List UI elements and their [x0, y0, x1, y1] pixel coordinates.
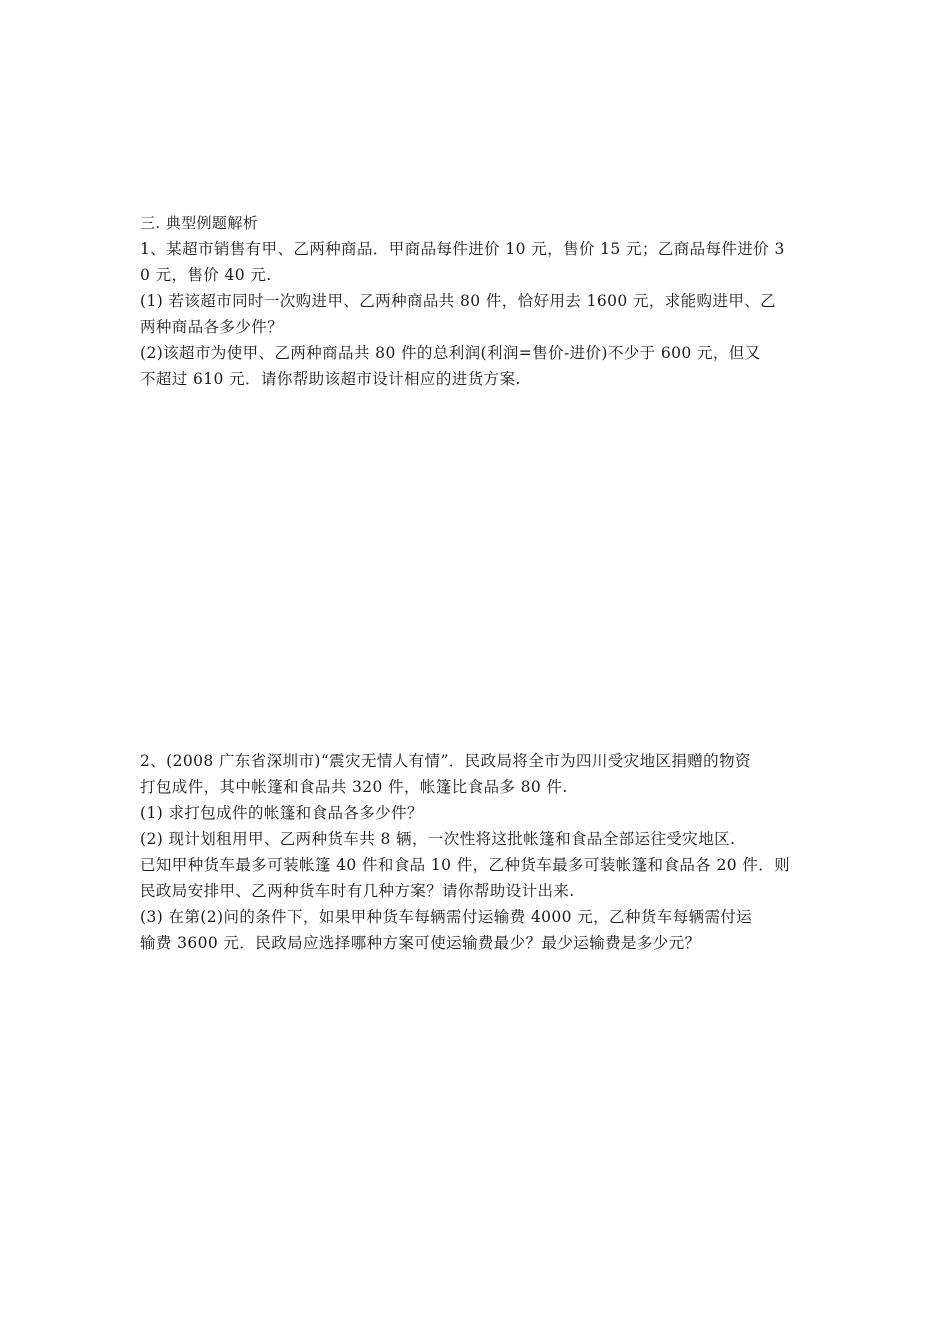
problem-2-line: 2、(2008 广东省深圳市)“震灾无情人有情”．民政局将全市为四川受灾地区捐赠的物资 [140, 752, 751, 770]
problem-1-line: (2)该超市为使甲、乙两种商品共 80 件的总利润(利润=售价-进价)不少于 600 元，但又 [140, 344, 761, 362]
problem-2-line: 输费 3600 元．民政局应选择哪种方案可使运输费最少？最少运输费是多少元？ [140, 934, 701, 952]
problem-2-line: 已知甲种货车最多可装帐篷 40 件和食品 10 件，乙种货车最多可装帐篷和食品各 20 件．则 [140, 856, 791, 874]
problem-1 [140, 236, 812, 392]
problem-1-line: 两种商品各多少件？ [140, 318, 284, 336]
problem-2-line: (3) 在第(2)问的条件下，如果甲种货车每辆需付运输费 4000 元，乙种货车每辆需付运 [140, 908, 753, 926]
section-typical-examples [140, 210, 812, 392]
problem-1-line: 0 元，售价 40 元. [140, 266, 272, 284]
problem-2-line: 民政局安排甲、乙两种货车时有几种方案？请你帮助设计出来. [140, 882, 575, 900]
problem-1-line: 1、某超市销售有甲、乙两种商品．甲商品每件进价 10 元，售价 15 元；乙商品每件进价 3 [140, 240, 785, 258]
problem-2-line: 打包成件，其中帐篷和食品共 320 件，帐篷比食品多 80 件. [140, 778, 568, 796]
problem-1-line: (1) 若该超市同时一次购进甲、乙两种商品共 80 件，恰好用去 1600 元，求能购进甲、乙 [140, 292, 777, 310]
problem-2-line: (1) 求打包成件的帐篷和食品各多少件？ [140, 804, 423, 822]
problem-2-line: (2) 现计划租用甲、乙两种货车共 8 辆，一次性将这批帐篷和食品全部运往受灾地区. [140, 830, 736, 848]
problem-1-line: 不超过 610 元．请你帮助该超市设计相应的进货方案. [140, 370, 521, 388]
section-heading: 三. 典型例题解析 [140, 214, 259, 232]
problem-2 [140, 748, 812, 956]
